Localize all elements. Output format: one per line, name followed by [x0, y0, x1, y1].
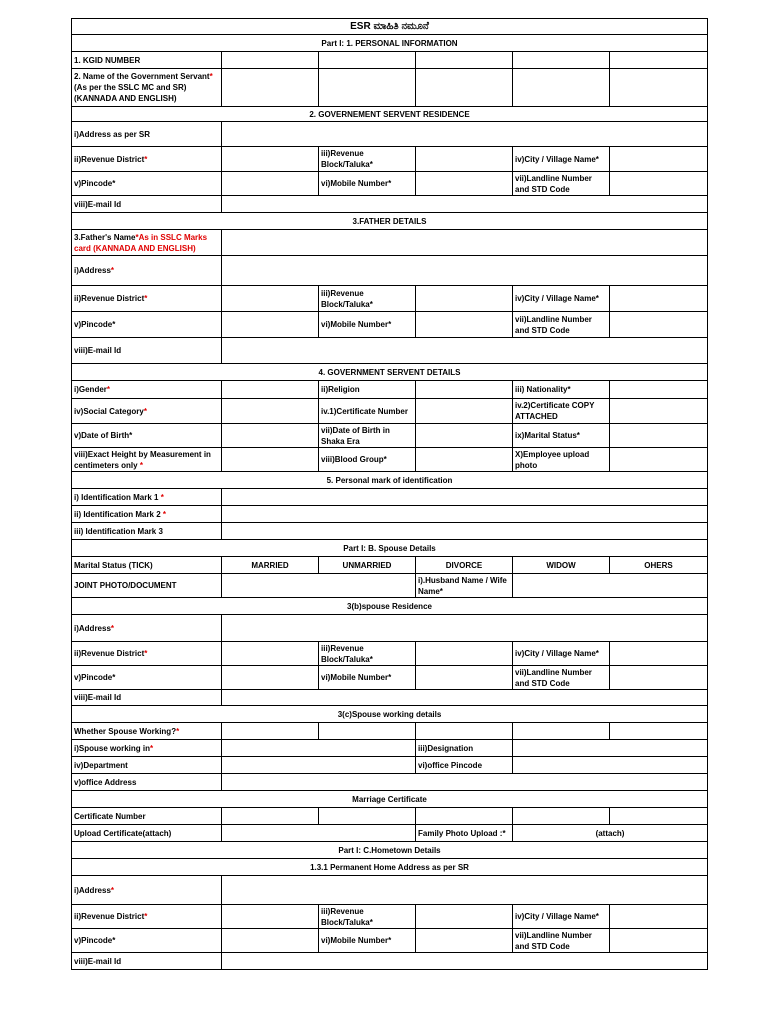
marital-option-unmarried[interactable]: UNMARRIED: [319, 557, 416, 574]
spouse-district-label: ii)Revenue District*: [72, 642, 222, 666]
designation-field[interactable]: [513, 740, 708, 757]
section-header-hometown: Part I: C.Hometown Details: [72, 842, 708, 859]
blood-group-label: viii)Blood Group*: [319, 448, 416, 472]
marriage-cert-number-field[interactable]: [222, 808, 319, 825]
kgid-field[interactable]: [319, 52, 416, 69]
name-label: 2. Name of the Government Servant*(As per the SSLC MC and SR) (KANNADA AND ENGLISH): [72, 69, 222, 107]
spouse-city-label: iv)City / Village Name*: [513, 642, 610, 666]
kgid-field[interactable]: [416, 52, 513, 69]
father-pincode-field[interactable]: [222, 312, 319, 338]
hometown-mobile-field[interactable]: [416, 929, 513, 953]
residence-pincode-field[interactable]: [222, 172, 319, 196]
spouse-marital-label: Marital Status (TICK): [72, 557, 222, 574]
marital-option-married[interactable]: MARRIED: [222, 557, 319, 574]
section-header-identification: 5. Personal mark of identification: [72, 472, 708, 489]
marriage-cert-number-field[interactable]: [610, 808, 708, 825]
residence-block-label: iii)Revenue Block/Taluka*: [319, 147, 416, 172]
marital-option-widow[interactable]: WIDOW: [513, 557, 610, 574]
marital-option-others[interactable]: OHERS: [610, 557, 708, 574]
height-field[interactable]: [222, 448, 319, 472]
joint-photo-upload[interactable]: [222, 574, 416, 598]
father-district-label: ii)Revenue District*: [72, 286, 222, 312]
spouse-city-field[interactable]: [610, 642, 708, 666]
dob-shaka-label: vii)Date of Birth in Shaka Era: [319, 424, 416, 448]
gender-field[interactable]: [222, 381, 319, 399]
residence-address-label: i)Address as per SR: [72, 122, 222, 147]
spouse-block-label: iii)Revenue Block/Taluka*: [319, 642, 416, 666]
office-pincode-label: vi)office Pincode: [416, 757, 513, 774]
spouse-address-label: i)Address*: [72, 615, 222, 642]
family-photo-attach[interactable]: (attach): [513, 825, 708, 842]
section-header-residence: 2. GOVERNEMENT SERVENT RESIDENCE: [72, 107, 708, 122]
father-name-field[interactable]: [222, 230, 708, 256]
spouse-working-field[interactable]: [319, 723, 416, 740]
section-header-personal-info: Part I: 1. PERSONAL INFORMATION: [72, 35, 708, 52]
upload-certificate-field[interactable]: [222, 825, 416, 842]
dob-label: v)Date of Birth*: [72, 424, 222, 448]
spouse-working-in-field[interactable]: [222, 740, 416, 757]
residence-city-label: iv)City / Village Name*: [513, 147, 610, 172]
hometown-pincode-field[interactable]: [222, 929, 319, 953]
spouse-mobile-label: vi)Mobile Number*: [319, 666, 416, 690]
father-block-field[interactable]: [416, 286, 513, 312]
esr-form-sheet: [71, 18, 707, 970]
social-category-label: iv)Social Category*: [72, 399, 222, 424]
father-name-label: 3.Father's Name*As in SSLC Marks card (KANNADA AND ENGLISH): [72, 230, 222, 256]
hometown-email-field[interactable]: [222, 953, 708, 970]
hometown-pincode-label: v)Pincode*: [72, 929, 222, 953]
spouse-working-field[interactable]: [222, 723, 319, 740]
spouse-working-field[interactable]: [416, 723, 513, 740]
department-field[interactable]: [222, 757, 416, 774]
husband-wife-name-field[interactable]: [513, 574, 708, 598]
kgid-label: 1. KGID NUMBER: [72, 52, 222, 69]
employee-photo-label: X)Employee upload photo: [513, 448, 610, 472]
dob-shaka-field[interactable]: [416, 424, 513, 448]
marriage-cert-number-field[interactable]: [416, 808, 513, 825]
marital-status-label: ix)Marital Status*: [513, 424, 610, 448]
father-pincode-label: v)Pincode*: [72, 312, 222, 338]
form-title: ESR ಮಾಹಿತಿ ನಮೂನೆ: [72, 19, 708, 35]
residence-mobile-field[interactable]: [416, 172, 513, 196]
spouse-mobile-field[interactable]: [416, 666, 513, 690]
spouse-working-field[interactable]: [610, 723, 708, 740]
father-block-label: iii)Revenue Block/Taluka*: [319, 286, 416, 312]
kgid-field[interactable]: [222, 52, 319, 69]
father-city-field[interactable]: [610, 286, 708, 312]
name-field[interactable]: [610, 69, 708, 107]
designation-label: iii)Designation: [416, 740, 513, 757]
residence-landline-label: vii)Landline Number and STD Code: [513, 172, 610, 196]
residence-email-label: viii)E-mail Id: [72, 196, 222, 213]
name-field[interactable]: [222, 69, 319, 107]
hometown-address-field[interactable]: [222, 876, 708, 905]
hometown-city-label: iv)City / Village Name*: [513, 905, 610, 929]
section-header-spouse-residence: 3(b)spouse Residence: [72, 598, 708, 615]
residence-pincode-label: v)Pincode*: [72, 172, 222, 196]
religion-label: ii)Religion: [319, 381, 416, 399]
residence-city-field[interactable]: [610, 147, 708, 172]
marital-option-divorce[interactable]: DIVORCE: [416, 557, 513, 574]
section-header-spouse-working: 3(c)Spouse working details: [72, 706, 708, 723]
residence-address-field[interactable]: [222, 122, 708, 147]
department-label: iv)Department: [72, 757, 222, 774]
hometown-block-field[interactable]: [416, 905, 513, 929]
office-pincode-field[interactable]: [513, 757, 708, 774]
nationality-field[interactable]: [610, 381, 708, 399]
hometown-landline-label: vii)Landline Number and STD Code: [513, 929, 610, 953]
name-field[interactable]: [416, 69, 513, 107]
section-header-marriage-certificate: Marriage Certificate: [72, 791, 708, 808]
name-field[interactable]: [513, 69, 610, 107]
office-address-field[interactable]: [222, 774, 708, 791]
father-address-field[interactable]: [222, 256, 708, 286]
kgid-field[interactable]: [513, 52, 610, 69]
upload-certificate-label: Upload Certificate(attach): [72, 825, 222, 842]
spouse-email-label: viii)E-mail Id: [72, 690, 222, 706]
spouse-landline-field[interactable]: [610, 666, 708, 690]
residence-landline-field[interactable]: [610, 172, 708, 196]
dob-field[interactable]: [222, 424, 319, 448]
id-mark-3-field[interactable]: [222, 523, 708, 540]
residence-email-field[interactable]: [222, 196, 708, 213]
husband-wife-name-label: i).Husband Name / Wife Name*: [416, 574, 513, 598]
hometown-district-label: ii)Revenue District*: [72, 905, 222, 929]
marital-status-field[interactable]: [610, 424, 708, 448]
spouse-landline-label: vii)Landline Number and STD Code: [513, 666, 610, 690]
father-mobile-field[interactable]: [416, 312, 513, 338]
gender-label: i)Gender*: [72, 381, 222, 399]
esr-form-table: [71, 18, 708, 970]
spouse-district-field[interactable]: [222, 642, 319, 666]
family-photo-label: Family Photo Upload :*: [416, 825, 513, 842]
id-mark-1-field[interactable]: [222, 489, 708, 506]
marriage-cert-number-field[interactable]: [319, 808, 416, 825]
spouse-pincode-field[interactable]: [222, 666, 319, 690]
spouse-email-field[interactable]: [222, 690, 708, 706]
name-field[interactable]: [319, 69, 416, 107]
father-city-label: iv)City / Village Name*: [513, 286, 610, 312]
residence-district-field[interactable]: [222, 147, 319, 172]
hometown-city-field[interactable]: [610, 905, 708, 929]
nationality-label: iii) Nationality*: [513, 381, 610, 399]
spouse-working-label: Whether Spouse Working?*: [72, 723, 222, 740]
residence-mobile-label: vi)Mobile Number*: [319, 172, 416, 196]
father-landline-field[interactable]: [610, 312, 708, 338]
kgid-field[interactable]: [610, 52, 708, 69]
father-email-field[interactable]: [222, 338, 708, 364]
subheader-permanent-address: 1.3.1 Permanent Home Address as per SR: [72, 859, 708, 876]
joint-photo-label: JOINT PHOTO/DOCUMENT: [72, 574, 222, 598]
id-mark-1-label: i) Identification Mark 1 *: [72, 489, 222, 506]
hometown-district-field[interactable]: [222, 905, 319, 929]
spouse-address-field[interactable]: [222, 615, 708, 642]
spouse-working-field[interactable]: [513, 723, 610, 740]
father-landline-label: vii)Landline Number and STD Code: [513, 312, 610, 338]
section-header-father: 3.FATHER DETAILS: [72, 213, 708, 230]
father-mobile-label: vi)Mobile Number*: [319, 312, 416, 338]
id-mark-2-field[interactable]: [222, 506, 708, 523]
employee-photo-upload[interactable]: [610, 448, 708, 472]
marriage-cert-number-label: Certificate Number: [72, 808, 222, 825]
office-address-label: v)office Address: [72, 774, 222, 791]
hometown-address-label: i)Address*: [72, 876, 222, 905]
father-district-field[interactable]: [222, 286, 319, 312]
residence-block-field[interactable]: [416, 147, 513, 172]
father-email-label: viii)E-mail Id: [72, 338, 222, 364]
father-address-label: i)Address*: [72, 256, 222, 286]
residence-district-label: ii)Revenue District*: [72, 147, 222, 172]
spouse-block-field[interactable]: [416, 642, 513, 666]
spouse-pincode-label: v)Pincode*: [72, 666, 222, 690]
religion-field[interactable]: [416, 381, 513, 399]
certificate-copy-field[interactable]: [610, 399, 708, 424]
hometown-mobile-label: vi)Mobile Number*: [319, 929, 416, 953]
hometown-email-label: viii)E-mail Id: [72, 953, 222, 970]
id-mark-3-label: iii) Identification Mark 3: [72, 523, 222, 540]
height-label: viii)Exact Height by Measurement in centimeters only *: [72, 448, 222, 472]
certificate-copy-label: iv.2)Certificate COPY ATTACHED: [513, 399, 610, 424]
hometown-block-label: iii)Revenue Block/Taluka*: [319, 905, 416, 929]
social-category-field[interactable]: [222, 399, 319, 424]
section-header-spouse: Part I: B. Spouse Details: [72, 540, 708, 557]
id-mark-2-label: ii) Identification Mark 2 *: [72, 506, 222, 523]
blood-group-field[interactable]: [416, 448, 513, 472]
certificate-number-field[interactable]: [416, 399, 513, 424]
section-header-govt-servant: 4. GOVERNMENT SERVENT DETAILS: [72, 364, 708, 381]
spouse-working-in-label: i)Spouse working in*: [72, 740, 222, 757]
certificate-number-label: iv.1)Certificate Number: [319, 399, 416, 424]
hometown-landline-field[interactable]: [610, 929, 708, 953]
marriage-cert-number-field[interactable]: [513, 808, 610, 825]
